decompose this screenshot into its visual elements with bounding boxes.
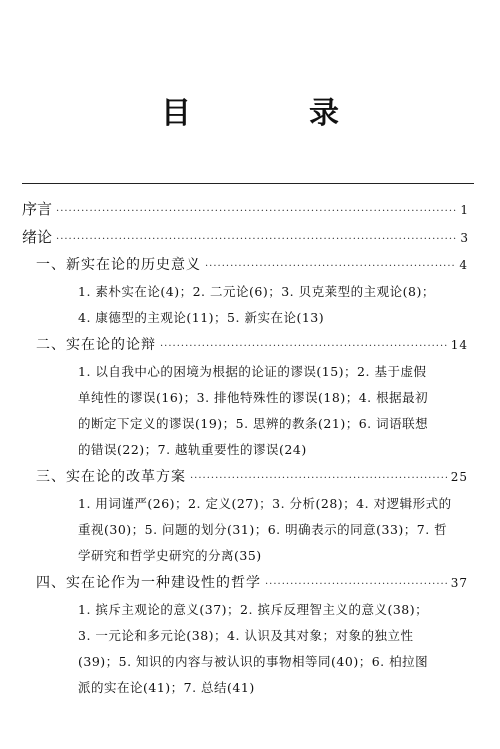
divider [22, 183, 474, 184]
table-of-contents [22, 195, 468, 701]
toc-page-number: 3 [460, 231, 468, 245]
toc-entry-label: 序言 [22, 200, 53, 218]
dot-leader [56, 226, 456, 254]
toc-subentries [22, 279, 468, 331]
toc-subentry-line: 1. 摈斥主观论的意义(37)；2. 摈斥反理智主义的意义(38)； [78, 602, 429, 617]
toc-entry-label: 三、实在论的改革方案 [36, 469, 186, 485]
dot-leader [190, 465, 447, 493]
toc-subentry-line: 1. 用词谨严(26)；2. 定义(27)；3. 分析(28)；4. 对逻辑形式的 [78, 496, 452, 511]
toc-subentry-line: 的断定下定义的谬误(19)；5. 思辨的教条(21)；6. 词语联想 [78, 416, 429, 431]
dot-leader [205, 253, 455, 281]
toc-entry-introduction[interactable] [22, 223, 468, 251]
toc-subentry-line: 4. 康德型的主观论(11)；5. 新实在论(13) [78, 310, 325, 325]
toc-entry-section-1[interactable] [22, 251, 468, 279]
toc-subentry-line: 的错误(22)；7. 越轨重要性的谬误(24) [78, 442, 307, 457]
toc-subentries [22, 491, 468, 569]
toc-entry-label: 一、新实在论的历史意义 [36, 257, 201, 273]
toc-entry-label: 四、实在论作为一种建设性的哲学 [36, 575, 261, 591]
dot-leader [265, 571, 447, 599]
toc-entry-section-4[interactable] [22, 569, 468, 597]
toc-page-number: 14 [450, 338, 468, 352]
page-title: 目 录 [161, 96, 383, 131]
toc-entry-section-3[interactable] [22, 463, 468, 491]
toc-subentry-line: 1. 素朴实在论(4)；2. 二元论(6)；3. 贝克莱型的主观论(8)； [78, 284, 435, 299]
toc-page-number: 1 [460, 203, 468, 217]
toc-subentry-line: 1. 以自我中心的困境为根据的论证的谬误(15)；2. 基于虚假 [78, 364, 427, 379]
toc-subentries [22, 359, 468, 463]
toc-subentry-line: 学研究和哲学史研究的分离(35) [78, 548, 262, 563]
toc-entry-preface[interactable] [22, 195, 468, 223]
toc-entry-section-2[interactable] [22, 331, 468, 359]
toc-subentry-line: 3. 一元论和多元论(38)；4. 认识及其对象；对象的独立性 [78, 628, 414, 643]
toc-page-number: 4 [459, 258, 468, 272]
toc-entry-label: 二、实在论的论辩 [36, 337, 156, 353]
toc-subentry-line: (39)；5. 知识的内容与被认识的事物相等同(40)；6. 柏拉图 [78, 654, 429, 669]
toc-page-number: 25 [450, 470, 468, 484]
toc-subentry-line: 重视(30)；5. 问题的划分(31)；6. 明确表示的同意(33)；7. 哲 [78, 522, 448, 537]
toc-page-number: 37 [450, 576, 468, 590]
toc-subentries [22, 597, 468, 701]
dot-leader [56, 198, 456, 226]
toc-subentry-line: 单纯性的谬误(16)；3. 排他特殊性的谬误(18)；4. 根据最初 [78, 390, 429, 405]
dot-leader [160, 333, 447, 361]
toc-entry-label: 绪论 [22, 228, 53, 246]
toc-subentry-line: 派的实在论(41)；7. 总结(41) [78, 680, 255, 695]
